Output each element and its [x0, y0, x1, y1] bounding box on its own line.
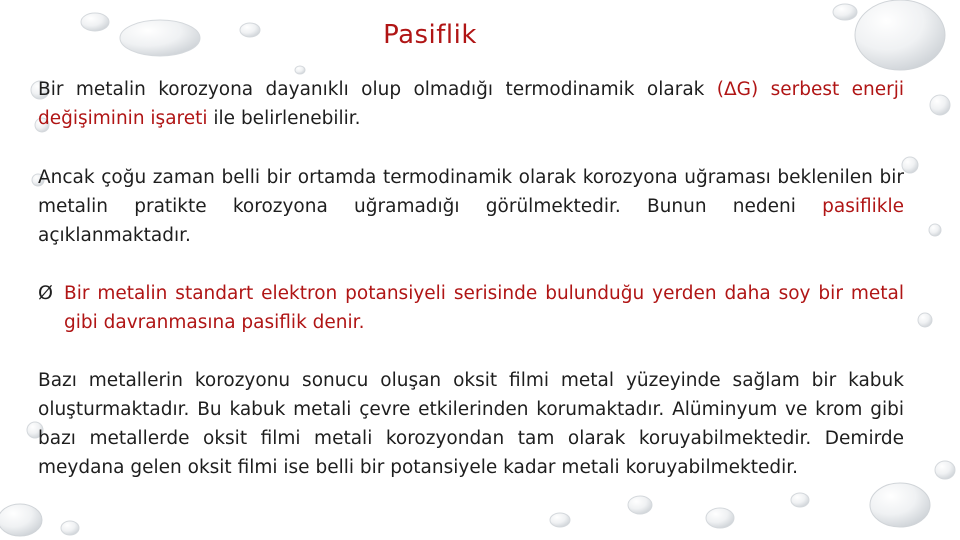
slide-title: Pasiflik: [383, 20, 477, 50]
paragraph2-text-end: açıklanmaktadır.: [38, 225, 191, 246]
bullet-definition: [38, 279, 904, 337]
paragraph-passivity-explanation: [38, 163, 904, 250]
paragraph2-highlight: pasiflikle: [822, 196, 904, 217]
paragraph1-text-end: ile belirlenebilir.: [207, 108, 361, 129]
paragraph2-text-start: Ancak çoğu zaman belli bir ortamda termodinamik olarak korozyona uğraması beklenilen bir metalin pratikte korozyona uğramadığı görülmektedir. Bunun nedeni: [38, 167, 904, 217]
paragraph-oxide-film: Bazı metallerin korozyonu sonucu oluşan oksit filmi metal yüzeyinde sağlam bir kabuk oluşturmaktadır. Bu kabuk metali çevre etkilerinden korumaktadır. Alüminyum ve krom gibi bazı metallerde oksit filmi metali korozyondan tam olarak koruyabilmektedir. Demirde meydana gelen oksit filmi ise belli bir potansiyele kadar metali koruyabilmektedir.: [38, 370, 904, 478]
paragraph1-highlight: (ΔG) serbest enerji değişiminin işareti: [38, 79, 904, 129]
paragraph1-text-start: Bir metalin korozyona dayanıklı olup olmadığı termodinamik olarak: [38, 79, 717, 100]
paragraph-thermodynamic: [38, 75, 904, 133]
arrow-bullet-icon: Ø: [38, 282, 53, 304]
bullet-definition-text: Bir metalin standart elektron potansiyeli serisinde bulunduğu yerden daha soy bir metal gibi davranmasına pasiflik denir.: [64, 283, 904, 333]
